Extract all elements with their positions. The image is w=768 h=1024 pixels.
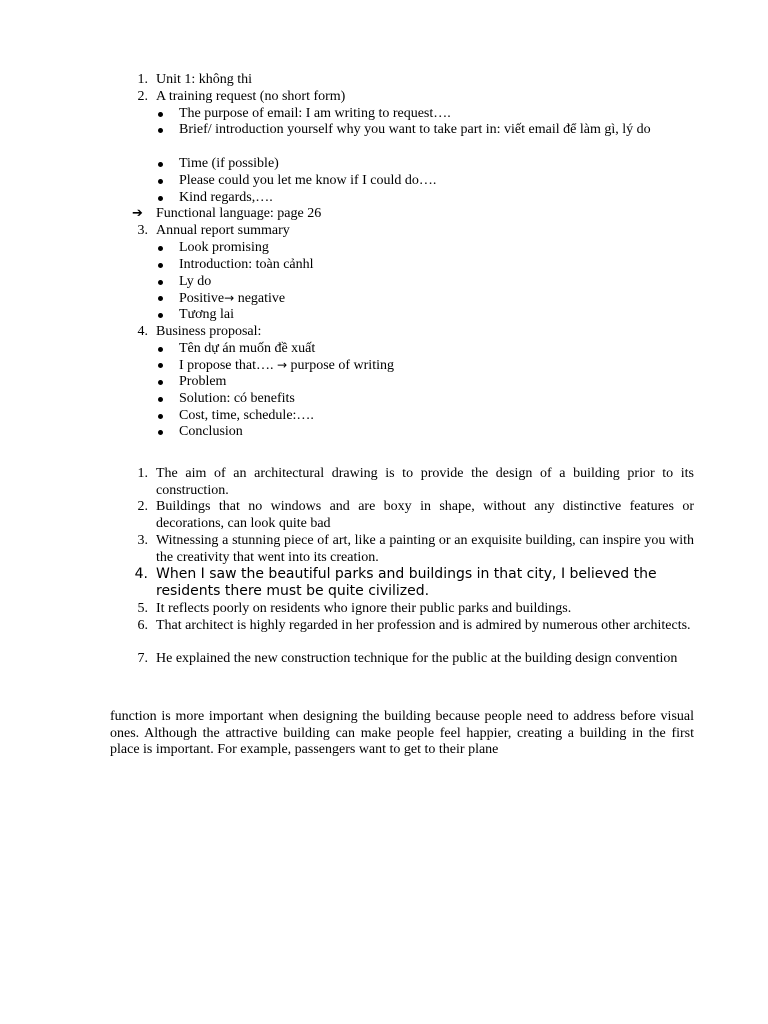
- bullet-icon: [157, 408, 165, 425]
- bullet-icon: [157, 307, 165, 324]
- bullet-icon: [157, 424, 165, 441]
- arrow-right-icon: ➔: [132, 206, 143, 221]
- bullet-icon: [157, 274, 165, 291]
- bullet-icon: [157, 240, 165, 257]
- bullet-icon: [157, 341, 165, 358]
- bullet-icon: [157, 106, 165, 123]
- bullet-icon: [157, 156, 165, 173]
- document-page: 1. Unit 1: không thi 2. A training request (no short form) The purpose of email: I am writing to request…. Brief/ introduction yourself why you want to take part in: viết email để làm gì, lý do Time (if possible) Please could you let me know if I could do…. Kind regards,…. ➔ Functional language: page 26 3. Annual report summary Look promising Introduction: toàn cảnhl Ly do Positive→ negative Tương lai 4. Business proposal: Tên dự án muốn đề xuất I propose that…. → purpose of writing Problem Solution: có benefits Cost, time, schedule:…. Conclusion 1. The aim of an architectural drawing is to provide the design of a building prior to its construction. 2. Buildings that no windows and are boxy in shape, without any distinctive features or decorations, can look quite bad 3. Witnessing a stunning piece of art, like a painting or an exquisite building, can inspire you with the creativity that went into its creation. 4. When I saw the beautiful parks and buildings in that city, I believed the residents there must be quite civilized. 5. It reflects poorly on residents who ignore their public parks and buildings. 6. That architect is highly regarded in her profession and is admired by numerous other architects. 7. He explained the new construction technique for the public at the building design convention function is more important when designing the building because people need to address before visual ones. Although the attractive building can make people feel happier, creating a building in the first place is important. For example, passengers want to get to their plane: [110, 72, 694, 758]
- bullet-icon: [157, 122, 165, 139]
- body-paragraph: function is more important when designing the building because people need to address before visual ones. Although the attractive building can make people feel happier, creating a building in the first place is important. For example, passengers want to get to their plane: [110, 709, 694, 758]
- bullet-icon: [157, 357, 165, 374]
- bullet-icon: [157, 290, 165, 307]
- bullet-icon: [157, 257, 165, 274]
- bullet-icon: [157, 374, 165, 391]
- arrow-right-icon: →: [224, 291, 235, 305]
- bullet-icon: [157, 173, 165, 190]
- bullet-icon: [157, 190, 165, 207]
- bullet-icon: [157, 391, 165, 408]
- arrow-right-icon: →: [276, 358, 288, 372]
